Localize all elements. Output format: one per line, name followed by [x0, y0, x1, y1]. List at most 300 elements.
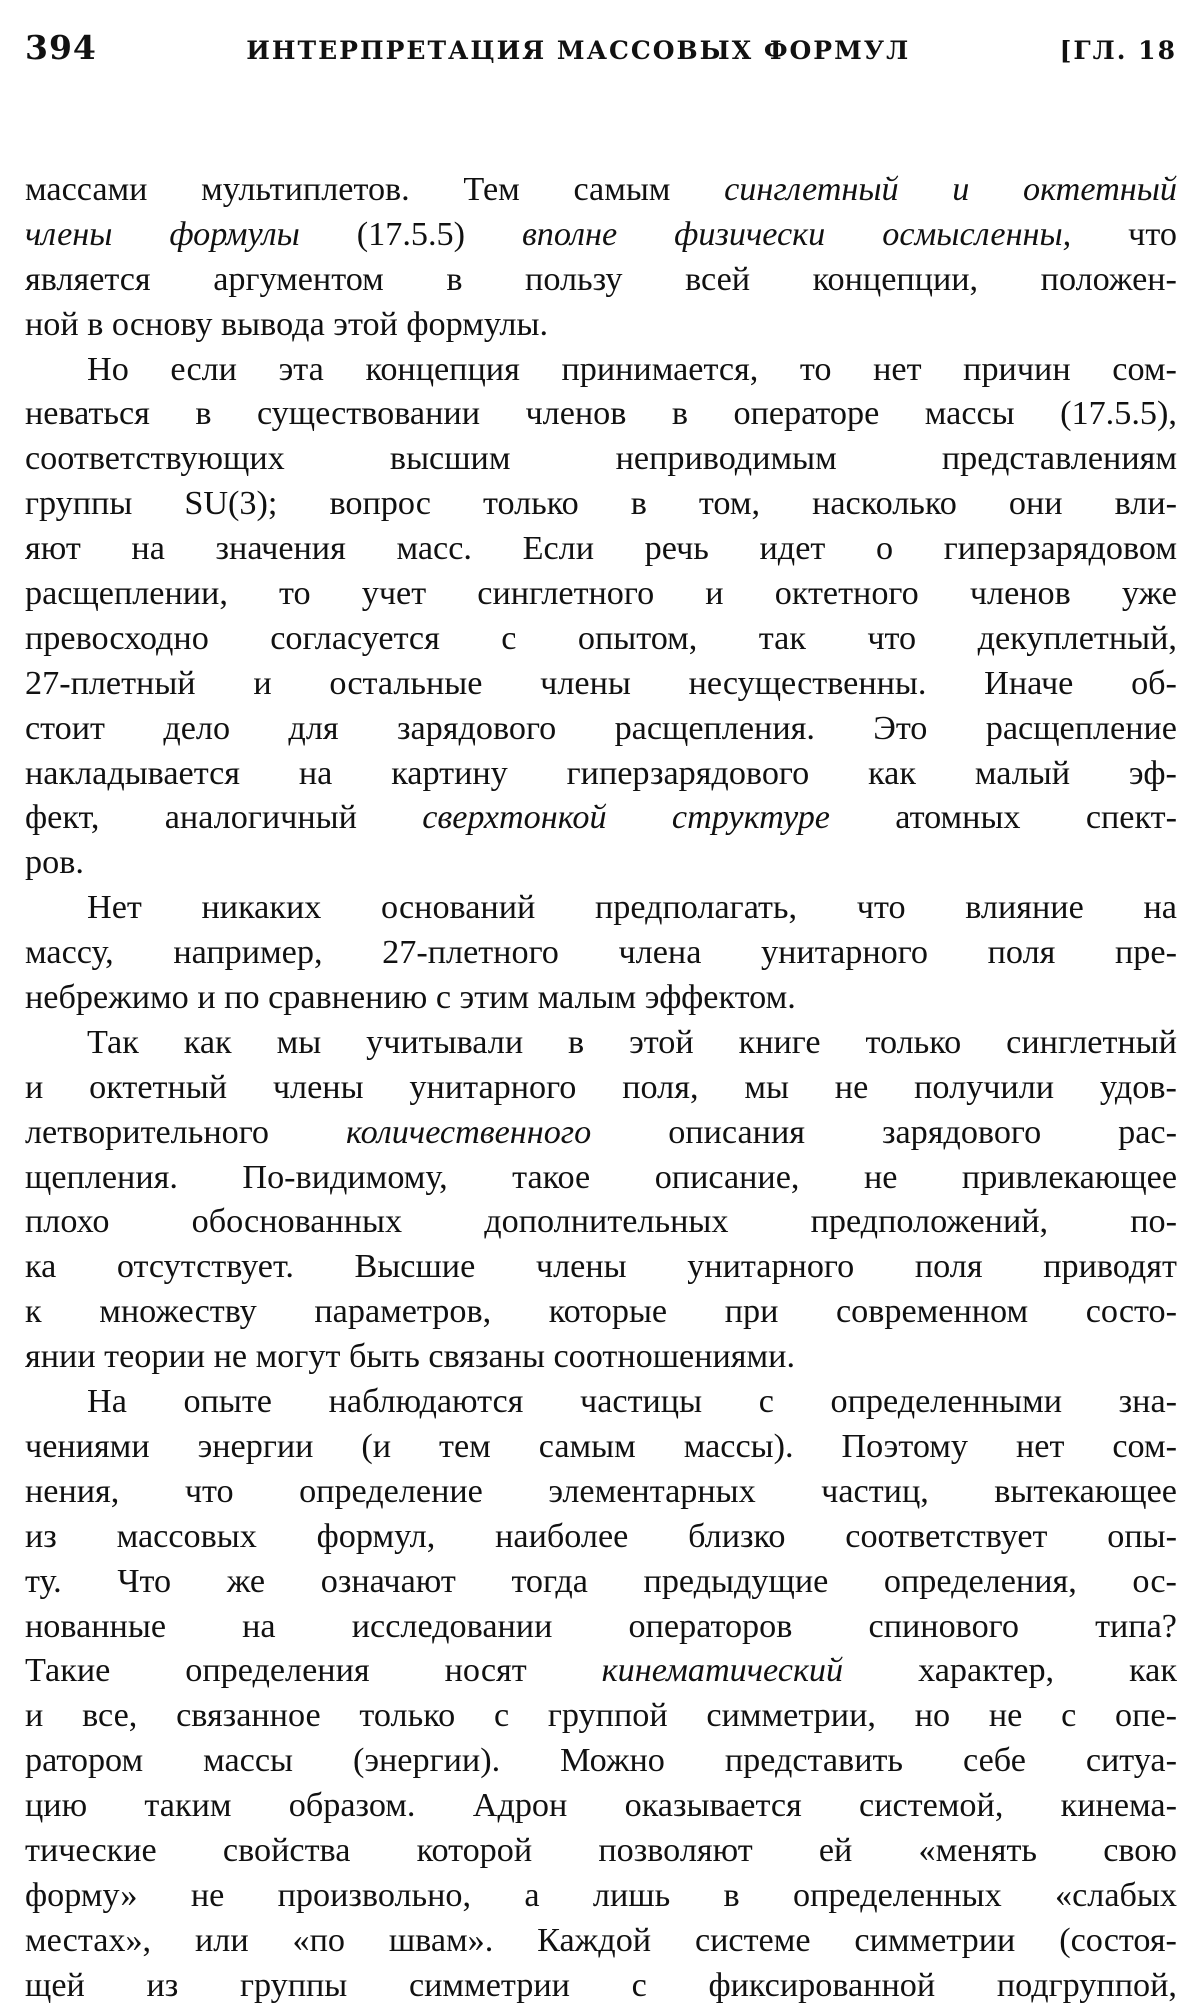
- word: подгруппой,: [996, 1966, 1177, 2004]
- word: концепция: [365, 350, 520, 388]
- word: вопрос: [329, 485, 431, 523]
- italic-emphasis: кинематический: [601, 1652, 844, 1690]
- word: с: [631, 1966, 647, 2004]
- word: накладывается: [25, 754, 240, 792]
- word: и: [952, 171, 970, 208]
- text-line: [25, 1245, 1177, 1290]
- page-number: 394: [25, 28, 97, 67]
- word: свойства: [222, 1831, 351, 1869]
- word: члены: [535, 1248, 627, 1286]
- word: так: [758, 619, 806, 657]
- word: в: [568, 1023, 585, 1061]
- text-line: [25, 1380, 1177, 1425]
- word: октетный: [89, 1068, 228, 1106]
- word: SU(3);: [184, 485, 278, 523]
- word: тогда: [511, 1562, 588, 1600]
- word: члена: [618, 934, 702, 972]
- word: (17.5.5),: [1060, 395, 1177, 433]
- word: нет: [1015, 1427, 1065, 1465]
- word: причин: [963, 350, 1071, 388]
- word: [602, 1649, 843, 1694]
- word: при: [724, 1293, 779, 1331]
- word: но: [914, 1697, 951, 1735]
- word: влияние: [965, 889, 1084, 927]
- word: идет: [759, 530, 826, 568]
- word: чениями: [25, 1427, 150, 1465]
- word: форму»: [25, 1876, 138, 1914]
- word: насколько: [812, 485, 957, 523]
- word: состо-: [1085, 1293, 1177, 1331]
- text-line: [25, 1560, 1177, 1605]
- word: определение: [299, 1472, 483, 1510]
- word: массы: [203, 1742, 293, 1780]
- word: симметрии: [854, 1921, 1016, 1959]
- word: пре-: [1115, 934, 1177, 972]
- word: Нет: [87, 889, 142, 927]
- word: масс.: [396, 530, 472, 568]
- word: привлекающее: [961, 1158, 1177, 1196]
- word: с: [501, 619, 517, 657]
- word: физически: [674, 215, 826, 253]
- word: фиксированной: [708, 1966, 936, 2004]
- word: симметрии,: [706, 1697, 876, 1735]
- word: существовании: [256, 395, 480, 433]
- word: же: [226, 1562, 266, 1600]
- word: симметрии: [408, 1966, 570, 2004]
- word: поля: [914, 1248, 983, 1286]
- running-head: [25, 28, 1177, 90]
- text-line: [25, 1111, 1177, 1156]
- word: о: [875, 530, 894, 568]
- word: опе-: [1115, 1697, 1177, 1735]
- word: то: [799, 350, 832, 388]
- word: опытом,: [577, 619, 698, 657]
- word: самым: [538, 1427, 636, 1465]
- word: «по: [292, 1921, 345, 1959]
- text-line: [25, 1964, 1177, 2009]
- word: Тем: [463, 171, 520, 208]
- word: предыдущие: [643, 1562, 829, 1600]
- word: нованные: [25, 1607, 166, 1645]
- word: и: [25, 1697, 44, 1735]
- body-text: [25, 168, 1177, 2009]
- word: аналогичный: [164, 799, 357, 837]
- text-line: [25, 1829, 1177, 1874]
- word: щепления.: [25, 1158, 178, 1196]
- text-line: [25, 348, 1177, 393]
- word: членов: [969, 575, 1071, 613]
- word: приводят: [1043, 1248, 1177, 1286]
- word: зарядового: [881, 1113, 1042, 1151]
- word: типа?: [1095, 1607, 1177, 1645]
- word: ситуа-: [1085, 1742, 1177, 1780]
- word: том,: [698, 485, 761, 523]
- word: аргументом: [213, 260, 384, 298]
- text-line: [25, 662, 1177, 707]
- word: все,: [82, 1697, 138, 1735]
- word: малый: [974, 754, 1071, 792]
- word: об-: [1131, 664, 1177, 702]
- word: определенных: [793, 1876, 1002, 1914]
- word: (17.5.5): [356, 215, 465, 253]
- word: для: [288, 709, 339, 747]
- word: системе: [694, 1921, 811, 1959]
- text-line: [25, 1200, 1177, 1245]
- word: согласуется: [270, 619, 440, 657]
- word: несущественны.: [688, 664, 927, 702]
- word: членов: [525, 395, 627, 433]
- word: формулы: [169, 215, 300, 253]
- word: вли-: [1114, 485, 1177, 523]
- word: как: [1129, 1652, 1177, 1690]
- word: швам».: [388, 1921, 494, 1959]
- word: ка: [25, 1248, 57, 1286]
- word: в: [723, 1876, 740, 1914]
- word: летворительного: [25, 1113, 269, 1151]
- word: неваться: [25, 395, 150, 433]
- word: на: [242, 1607, 276, 1645]
- word: нения,: [25, 1472, 120, 1510]
- text-line: [25, 527, 1177, 572]
- word: описание,: [654, 1158, 800, 1196]
- word: получили: [914, 1068, 1055, 1106]
- word: спект-: [1085, 799, 1177, 837]
- word: члены: [25, 215, 113, 253]
- word: которые: [548, 1293, 668, 1331]
- word: и: [253, 664, 272, 702]
- word: принимается,: [561, 350, 759, 388]
- word: никаких: [201, 889, 322, 927]
- word: «слабых: [1055, 1876, 1177, 1914]
- word: такое: [512, 1158, 591, 1196]
- text-line: [25, 572, 1177, 617]
- text-line: [25, 258, 1177, 303]
- text-line: ров.: [25, 844, 84, 882]
- word: группой: [547, 1697, 668, 1735]
- word: атомных: [895, 799, 1021, 837]
- word: поля: [987, 934, 1056, 972]
- word: Иначе: [984, 664, 1074, 702]
- word: элементарных: [548, 1472, 756, 1510]
- text-line: [25, 1919, 1177, 1964]
- word: октетного: [774, 575, 919, 613]
- word: 27-плетный: [25, 664, 196, 702]
- word: массами: [25, 171, 148, 208]
- word: что: [1128, 215, 1177, 253]
- word: образом.: [288, 1787, 416, 1825]
- word: Каждой: [537, 1921, 652, 1959]
- word: На: [87, 1383, 127, 1421]
- word: Высшие: [354, 1248, 476, 1286]
- text-line: небрежимо и по сравнению с этим малым эффектом.: [25, 979, 796, 1017]
- word: из: [25, 1517, 57, 1555]
- word: означают: [320, 1562, 456, 1600]
- book-page: [25, 28, 1177, 2009]
- word: уже: [1121, 575, 1177, 613]
- word: Такие: [25, 1652, 111, 1690]
- word: например,: [173, 934, 323, 972]
- text-line: [25, 931, 1177, 976]
- word: цию: [25, 1787, 88, 1825]
- word: ос-: [1132, 1562, 1177, 1600]
- word: множеству: [99, 1293, 257, 1331]
- word: местах»,: [25, 1921, 152, 1959]
- word: кинема-: [1060, 1787, 1177, 1825]
- word: тические: [25, 1831, 157, 1869]
- word: спинового: [868, 1607, 1019, 1645]
- word: Так: [87, 1023, 139, 1061]
- word: учет: [361, 575, 427, 613]
- word: (энергии).: [352, 1742, 501, 1780]
- word: оснований: [381, 889, 536, 927]
- text-line: [25, 437, 1177, 482]
- text-line: [25, 1021, 1177, 1066]
- word: отсутствует.: [116, 1248, 294, 1286]
- word: представлениям: [941, 440, 1177, 478]
- text-line: [25, 796, 1177, 841]
- word: связанное: [176, 1697, 321, 1735]
- word: речь: [644, 530, 709, 568]
- word: опыте: [183, 1383, 272, 1421]
- word: обоснованных: [191, 1203, 403, 1241]
- word: осмысленны,: [882, 215, 1072, 253]
- word: позволяют: [598, 1831, 753, 1869]
- word: группы: [25, 485, 133, 523]
- text-line: ной в основу вывода этой формулы.: [25, 305, 549, 343]
- word: произвольно,: [277, 1876, 472, 1914]
- word: а: [524, 1876, 540, 1914]
- word: сверхтонкой: [422, 799, 607, 837]
- word: не: [988, 1697, 1023, 1735]
- word: современном: [835, 1293, 1029, 1331]
- word: наблюдаются: [328, 1383, 524, 1421]
- word: щей: [25, 1966, 85, 2004]
- chapter-reference: [ГЛ. 18: [1059, 36, 1177, 65]
- word: концепции,: [812, 260, 979, 298]
- word: параметров,: [314, 1293, 492, 1331]
- word: остальные: [329, 664, 483, 702]
- word: не: [190, 1876, 225, 1914]
- word: не: [863, 1158, 898, 1196]
- word: с: [493, 1697, 510, 1735]
- word: члены: [272, 1068, 364, 1106]
- text-line: [25, 1784, 1177, 1829]
- word: оказывается: [624, 1787, 802, 1825]
- word: тем: [439, 1427, 491, 1465]
- word: ту.: [25, 1562, 62, 1600]
- word: и: [25, 1068, 44, 1106]
- word: системой,: [859, 1787, 1004, 1825]
- word: дело: [163, 709, 231, 747]
- word: определенными: [830, 1383, 1063, 1421]
- word: определения,: [883, 1562, 1077, 1600]
- word: структуре: [671, 799, 830, 837]
- word: Поэтому: [841, 1427, 969, 1465]
- word: себе: [962, 1742, 1026, 1780]
- word: что: [856, 889, 906, 927]
- word: гиперзарядовом: [943, 530, 1177, 568]
- word: описания: [668, 1113, 805, 1151]
- word: не: [834, 1068, 869, 1106]
- word: удов-: [1099, 1068, 1177, 1106]
- word: в: [630, 485, 647, 523]
- word: нет: [873, 350, 922, 388]
- word: частиц,: [821, 1472, 929, 1510]
- word: вытекающее: [994, 1472, 1177, 1510]
- word: стоит: [25, 709, 105, 747]
- word: в: [671, 395, 689, 433]
- word: энергии: [197, 1427, 314, 1465]
- word: эта: [278, 350, 324, 388]
- word: если: [170, 350, 237, 388]
- word: только: [865, 1023, 962, 1061]
- word: унитарного: [687, 1248, 855, 1286]
- text-line: [25, 752, 1177, 797]
- text-line: [25, 1874, 1177, 1919]
- word: к: [25, 1293, 42, 1331]
- text-line: [25, 1739, 1177, 1784]
- word: свою: [1103, 1831, 1177, 1869]
- running-title: ИНТЕРПРЕТАЦИЯ МАССОВЫХ ФОРМУЛ: [246, 36, 911, 65]
- word: вполне: [521, 215, 618, 253]
- word: Это: [873, 709, 928, 747]
- word: Что: [117, 1562, 172, 1600]
- word: превосходно: [25, 619, 209, 657]
- text-line: [25, 1425, 1177, 1470]
- word: носят: [444, 1652, 527, 1690]
- word: октетный: [1023, 171, 1177, 208]
- word: соответствует: [845, 1517, 1048, 1555]
- word: операторов: [628, 1607, 793, 1645]
- word: синглетный: [1006, 1023, 1177, 1061]
- word: или: [194, 1921, 249, 1959]
- word: рас-: [1118, 1113, 1177, 1151]
- text-line: [25, 1605, 1177, 1650]
- word: опы-: [1107, 1517, 1177, 1555]
- word: мы: [276, 1023, 322, 1061]
- word: является: [25, 260, 151, 298]
- word: группы: [239, 1966, 348, 2004]
- word: плохо: [25, 1203, 110, 1241]
- word: положен-: [1040, 260, 1177, 298]
- word: в: [195, 395, 212, 433]
- word: массу,: [25, 934, 114, 972]
- word: «менять: [918, 1831, 1037, 1869]
- word: учитывали: [366, 1023, 524, 1061]
- word: и: [705, 575, 724, 613]
- word: характер,: [918, 1652, 1055, 1690]
- word: сом-: [1112, 350, 1177, 388]
- word: которой: [416, 1831, 533, 1869]
- word: книге: [738, 1023, 821, 1061]
- word: по-: [1130, 1203, 1177, 1241]
- word: зарядового: [396, 709, 557, 747]
- word: операторе: [733, 395, 880, 433]
- word: сом-: [1112, 1427, 1177, 1465]
- word: представить: [724, 1742, 904, 1780]
- text-line: [25, 1515, 1177, 1560]
- word: члены: [540, 664, 631, 702]
- word: унитарного: [409, 1068, 577, 1106]
- word: значения: [215, 530, 346, 568]
- word: (и: [361, 1427, 392, 1465]
- word: только: [482, 485, 579, 523]
- word: то: [279, 575, 311, 613]
- word: лишь: [592, 1876, 671, 1914]
- word: как: [868, 754, 916, 792]
- word: мы: [744, 1068, 789, 1106]
- word: массы).: [683, 1427, 794, 1465]
- word: яют: [25, 530, 81, 568]
- text-line: [25, 392, 1177, 437]
- word: Но: [87, 350, 129, 388]
- word: (состоя-: [1059, 1921, 1177, 1959]
- word: синглетный: [724, 171, 899, 208]
- word: По-видимому,: [242, 1158, 448, 1196]
- word: частицы: [580, 1383, 703, 1421]
- word: картину: [391, 754, 508, 792]
- word: высшим: [389, 440, 511, 478]
- word: с: [1061, 1697, 1077, 1735]
- word: массы: [924, 395, 1015, 433]
- word: зна-: [1118, 1383, 1177, 1421]
- word: Адрон: [472, 1787, 568, 1825]
- word: ей: [818, 1831, 853, 1869]
- word: пользу: [525, 260, 623, 298]
- word: только: [359, 1697, 456, 1735]
- word: с: [758, 1383, 774, 1421]
- word: расщеплении,: [25, 575, 228, 613]
- word: близко: [688, 1517, 786, 1555]
- word: на: [1143, 889, 1177, 927]
- word: Если: [522, 530, 595, 568]
- word: гиперзарядового: [566, 754, 810, 792]
- word: что: [184, 1472, 234, 1510]
- word: в: [446, 260, 463, 298]
- word: таким: [144, 1787, 232, 1825]
- word: предполагать,: [595, 889, 798, 927]
- word: самым: [573, 171, 671, 208]
- word: определения: [185, 1652, 370, 1690]
- word: поля,: [622, 1068, 699, 1106]
- word: наиболее: [495, 1517, 629, 1555]
- word: декуплетный,: [977, 619, 1177, 657]
- word: [346, 1111, 591, 1156]
- word: что: [867, 619, 917, 657]
- text-line: [25, 213, 1177, 258]
- word: неприводимым: [615, 440, 837, 478]
- text-line: [25, 1066, 1177, 1111]
- word: формул,: [316, 1517, 436, 1555]
- text-line: [25, 1694, 1177, 1739]
- word: дополнительных: [484, 1203, 729, 1241]
- word: всей: [685, 260, 751, 298]
- text-line: [25, 617, 1177, 662]
- word: унитарного: [761, 934, 928, 972]
- text-line: [25, 707, 1177, 752]
- word: на: [298, 754, 333, 792]
- word: как: [183, 1023, 232, 1061]
- text-line: [25, 482, 1177, 527]
- word: мультиплетов.: [201, 171, 410, 208]
- italic-emphasis: количественного: [345, 1113, 592, 1151]
- word: расщепления.: [614, 709, 815, 747]
- word: массовых: [116, 1517, 257, 1555]
- word: фект,: [25, 799, 100, 837]
- word: на: [131, 530, 165, 568]
- word: соответствующих: [25, 440, 285, 478]
- text-line: [25, 1156, 1177, 1201]
